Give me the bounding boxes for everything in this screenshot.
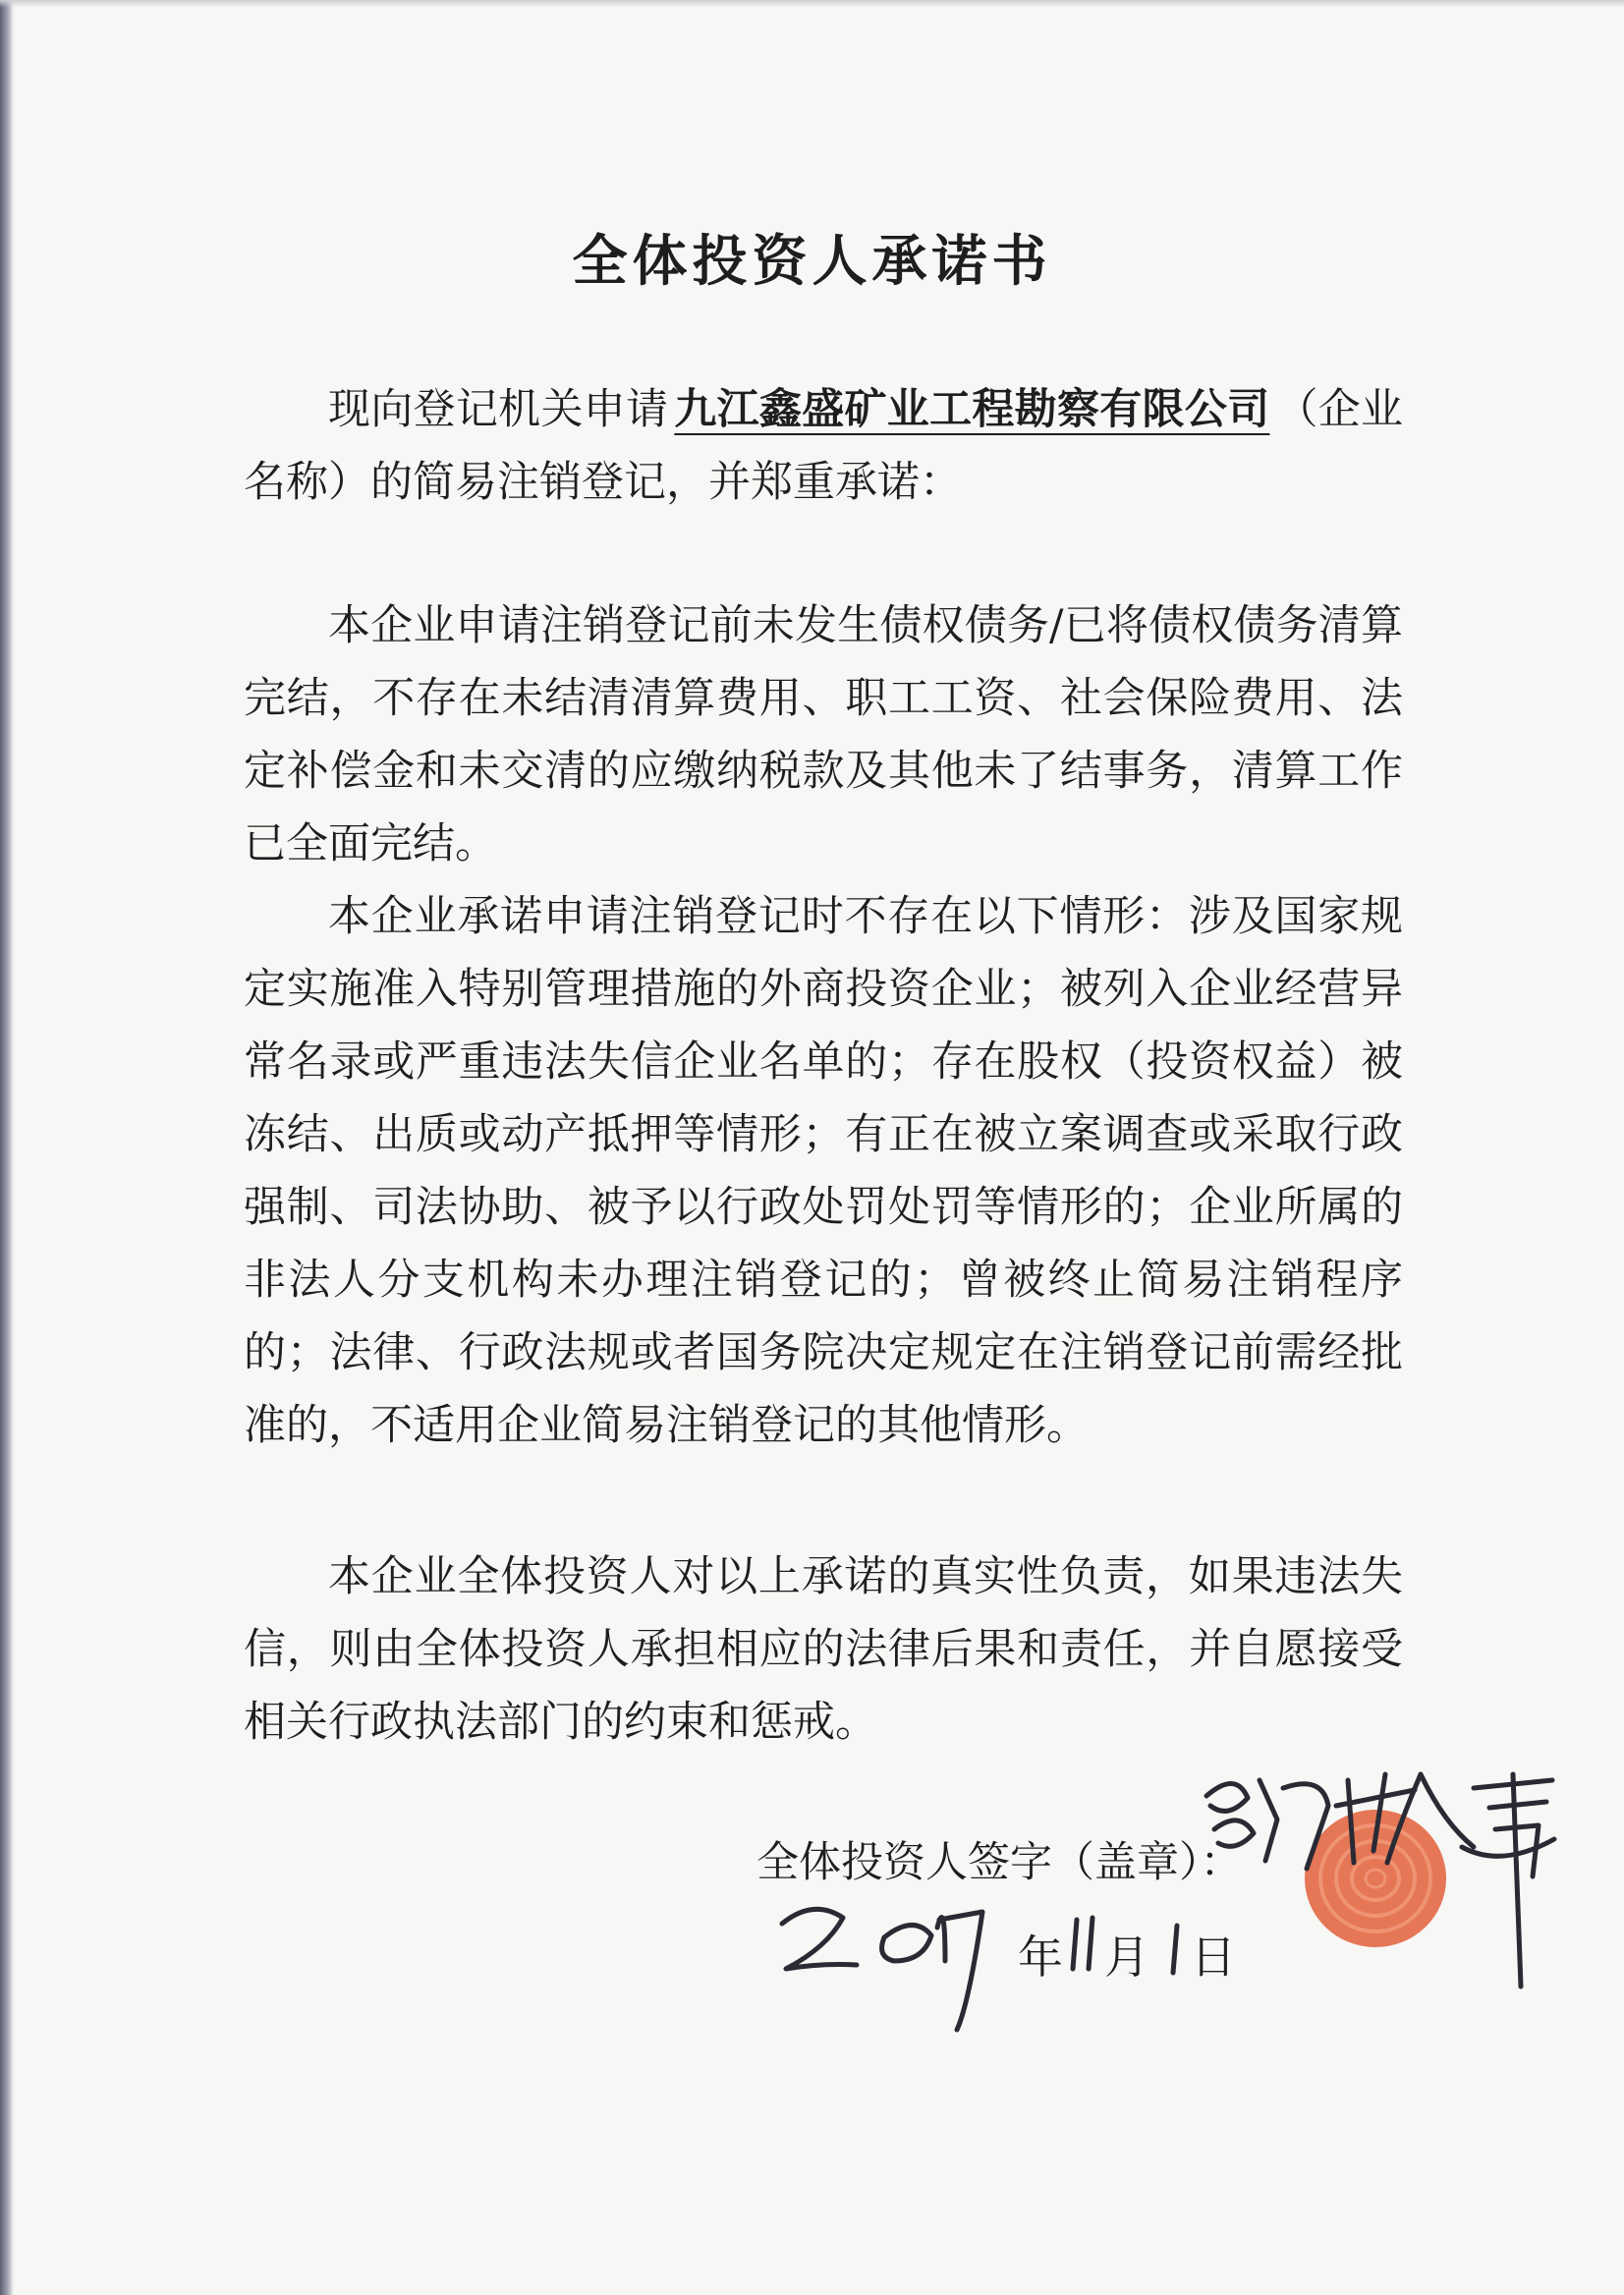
date-day-unit: 日 [1191,1931,1236,1984]
application-prefix: 现向登记机关申请 [328,385,669,434]
paragraph-debts-text: 本企业申请注销登记前未发生债权债务/已将债权债务清算完结，不存在未结清清算费用、职工工资、社会保险费用、法定补偿金和未交清的应缴纳税款及其他未了结事务，清算工作已全面完结。 [244,601,1403,868]
year-digit-0 [882,1925,931,1961]
year-digit-2 [782,1909,857,1969]
day-digit-1 [1173,1926,1177,1973]
document-title: 全体投资人承诺书 [572,230,1052,294]
date-month-unit: 月 [1104,1931,1149,1984]
paragraph-responsibility-text: 本企业全体投资人对以上承诺的真实性负责，如果违法失信，则由全体投资人承担相应的法律后果和责任，并自愿接受相关行政执法部门的约束和惩戒。 [244,1552,1403,1747]
month-digit-1b [1089,1918,1092,1969]
signature-label: 全体投资人签字（盖章）： [756,1838,1243,1887]
month-digit-1a [1073,1920,1077,1969]
application-suffix: （企业名称）的简易注销登记，并郑重承诺： [244,385,1404,507]
date-year-unit: 年 [1018,1931,1063,1984]
company-name: 九江鑫盛矿业工程勘察有限公司 [674,385,1270,434]
paragraph-conditions-text: 本企业承诺申请注销登记时不存在以下情形：涉及国家规定实施准入特别管理措施的外商投资企业；被列入企业经营异常名录或严重违法失信企业名单的；存在股权（投资权益）被冻结、出质或动产抵押等情形；有正在被立案调查或采取行政强制、司法协助、被予以行政处罚处罚等情形的；企业所属的非法人分支机构未办理注销登记的；曾被终止简易注销程序的；法律、行政法规或者国务院决定规定在注销登记前需经批准的，不适用企业简易注销登记的其他情形。 [244,892,1403,1450]
year-digit-1 [937,1918,945,1961]
